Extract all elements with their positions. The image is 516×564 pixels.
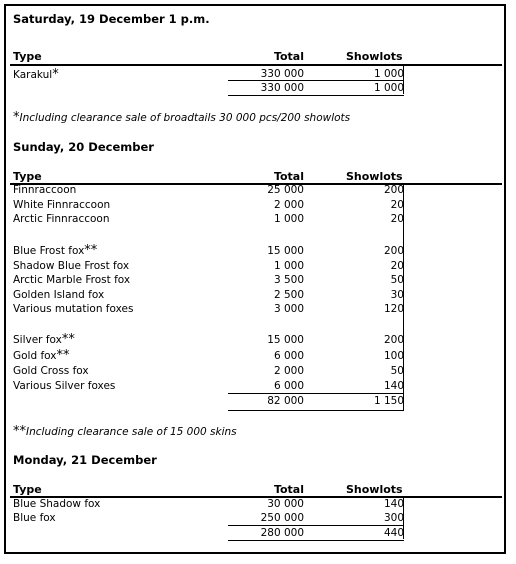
column-header-total: Total bbox=[273, 483, 304, 496]
table-cell-showlots: 200 bbox=[383, 184, 404, 196]
header-rule bbox=[10, 64, 502, 66]
footnote: *Including clearance sale of broadtails 30 000 pcs/200 showlots bbox=[13, 110, 351, 125]
table-cell-showlots: 200 bbox=[383, 334, 404, 346]
section-total-showlots: 1 150 bbox=[373, 395, 404, 407]
table-cell-showlots: 100 bbox=[383, 350, 404, 362]
table-cell-showlots: 20 bbox=[390, 213, 404, 225]
subtotal-rule bbox=[228, 393, 404, 394]
column-header-showlots: Showlots bbox=[346, 50, 403, 63]
subtotal-rule bbox=[228, 80, 404, 81]
table-row-label: Blue fox bbox=[13, 512, 56, 524]
table-cell-total: 2 000 bbox=[273, 199, 304, 211]
section-total: 280 000 bbox=[260, 527, 304, 539]
table-cell-showlots: 140 bbox=[383, 498, 404, 510]
section-heading-saturday: Saturday, 19 December 1 p.m. bbox=[13, 12, 210, 26]
header-rule bbox=[10, 183, 502, 185]
subtotal-rule bbox=[228, 525, 404, 526]
total-rule bbox=[228, 540, 404, 541]
table-cell-total: 6 000 bbox=[273, 380, 304, 392]
footnote: **Including clearance sale of 15 000 skins bbox=[13, 424, 237, 439]
section-total-showlots: 1 000 bbox=[373, 82, 404, 94]
column-header-total: Total bbox=[273, 50, 304, 63]
table-row-label: Various Silver foxes bbox=[13, 380, 116, 392]
table-row-label: Silver fox** bbox=[13, 332, 75, 347]
section-total-showlots: 440 bbox=[383, 527, 404, 539]
total-rule bbox=[228, 410, 404, 411]
table-row-label: Golden Island fox bbox=[13, 289, 105, 301]
table-cell-showlots: 50 bbox=[390, 365, 404, 377]
section-total: 330 000 bbox=[260, 82, 304, 94]
column-header-showlots: Showlots bbox=[346, 483, 403, 496]
table-cell-total: 15 000 bbox=[267, 334, 304, 346]
section-heading-monday: Monday, 21 December bbox=[13, 453, 157, 467]
table-row-label: Gold fox** bbox=[13, 348, 70, 363]
column-header-type: Type bbox=[13, 170, 42, 183]
table-cell-total: 30 000 bbox=[267, 498, 304, 510]
table-cell-total: 330 000 bbox=[260, 68, 304, 80]
table-cell-showlots: 140 bbox=[383, 380, 404, 392]
table-cell-total: 15 000 bbox=[267, 245, 304, 257]
table-cell-total: 3 500 bbox=[273, 274, 304, 286]
table-row-label: Finnraccoon bbox=[13, 184, 77, 196]
table-cell-showlots: 30 bbox=[390, 289, 404, 301]
table-row-label: Arctic Finnraccoon bbox=[13, 213, 110, 225]
table-cell-total: 3 000 bbox=[273, 303, 304, 315]
table-cell-total: 1 000 bbox=[273, 213, 304, 225]
column-header-type: Type bbox=[13, 483, 42, 496]
table-cell-total: 2 500 bbox=[273, 289, 304, 301]
table-row-label: Various mutation foxes bbox=[13, 303, 134, 315]
table-cell-showlots: 20 bbox=[390, 260, 404, 272]
table-row-label: Karakul* bbox=[13, 67, 59, 82]
table-cell-total: 2 000 bbox=[273, 365, 304, 377]
table-cell-showlots: 120 bbox=[383, 303, 404, 315]
table-cell-showlots: 300 bbox=[383, 512, 404, 524]
table-cell-showlots: 50 bbox=[390, 274, 404, 286]
table-row-label: Arctic Marble Frost fox bbox=[13, 274, 131, 286]
table-cell-showlots: 1 000 bbox=[373, 68, 404, 80]
column-header-total: Total bbox=[273, 170, 304, 183]
total-rule bbox=[228, 95, 404, 96]
table-cell-showlots: 200 bbox=[383, 245, 404, 257]
section-total: 82 000 bbox=[267, 395, 304, 407]
table-row-label: Gold Cross fox bbox=[13, 365, 89, 377]
table-cell-total: 6 000 bbox=[273, 350, 304, 362]
table-cell-total: 1 000 bbox=[273, 260, 304, 272]
table-cell-total: 25 000 bbox=[267, 184, 304, 196]
column-header-type: Type bbox=[13, 50, 42, 63]
table-row-label: Blue Shadow fox bbox=[13, 498, 101, 510]
table-row-label: Blue Frost fox** bbox=[13, 243, 98, 258]
table-row-label: White Finnraccoon bbox=[13, 199, 111, 211]
table-cell-showlots: 20 bbox=[390, 199, 404, 211]
table-row-label: Shadow Blue Frost fox bbox=[13, 260, 130, 272]
section-heading-sunday: Sunday, 20 December bbox=[13, 140, 154, 154]
column-header-showlots: Showlots bbox=[346, 170, 403, 183]
table-cell-total: 250 000 bbox=[260, 512, 304, 524]
